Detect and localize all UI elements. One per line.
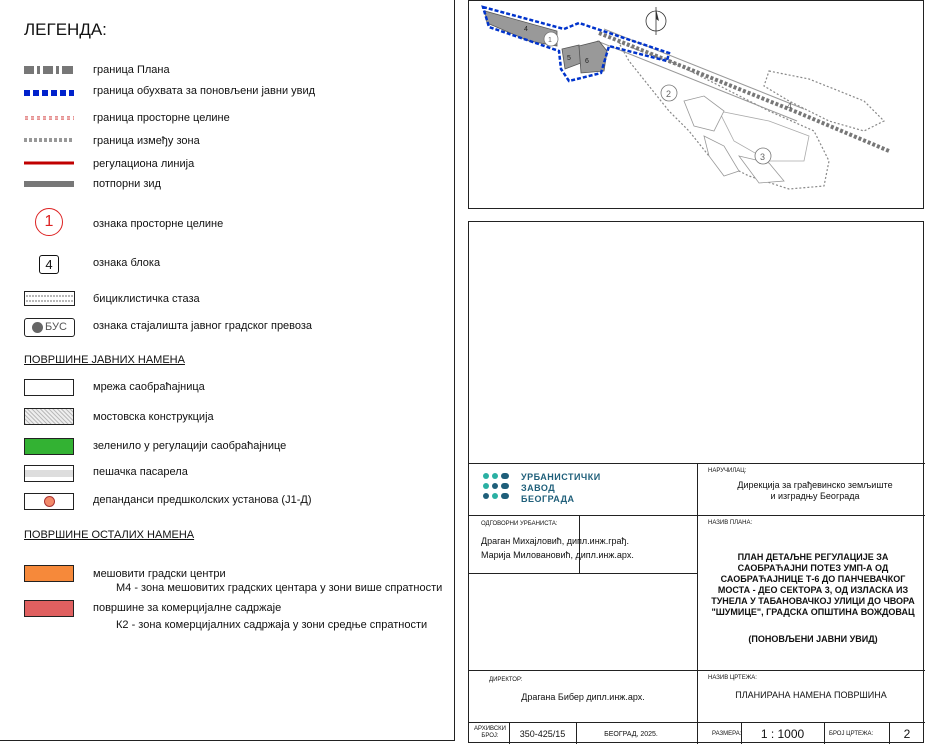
bus-dot-icon xyxy=(32,322,43,333)
scale-value: 1 : 1000 xyxy=(760,727,805,741)
minimap-label: 6 xyxy=(585,58,589,65)
minimap-drawing xyxy=(469,1,924,209)
minimap-label: 4 xyxy=(524,26,528,33)
legend-label: мостовска конструкција xyxy=(93,411,214,423)
plan-title: ПЛАН ДЕТАЉНЕ РЕГУЛАЦИЈЕ ЗА САОБРАЋАЈНИ ПОТЕЗ УМП-А ОД САОБРАЋАЈНИЦЕ Т-6 ДО ПАНЧЕВАЧКОГ МОСТА - ДЕО СЕКТОРА 3, ОД ИЗЛАСКА ИЗ ТУНЕЛА У ТАБАНОВАЧКОЈ УЛИЦИ ДО ЧВОРА "ШУМИЦЕ", ГРАДСКА ОПШТИНА ВОЖДОВАЦ xyxy=(711,552,915,617)
legend-label: потпорни зид xyxy=(93,178,161,190)
bus-stop-symbol xyxy=(24,318,75,337)
sheet-number: 2 xyxy=(903,727,911,741)
zone-marker-symbol: 1 xyxy=(35,208,63,236)
minimap-label: 2 xyxy=(666,89,672,99)
legend-sublabel: М4 - зона мешовитих градских центара у зони више спратности xyxy=(116,582,443,594)
legend-label: регулациона линија xyxy=(93,158,195,170)
legend-sublabel: К2 - зона комерцијалних садржаја у зони средње спратности xyxy=(116,619,428,631)
client-name: Дирекција за грађевинско земљиште и изградњу Београда xyxy=(737,480,893,501)
plan-label: НАЗИВ ПЛАНА: xyxy=(708,520,753,526)
scale-label: РАЗМЕРА: xyxy=(712,731,742,737)
legend-label: ознака просторне целине xyxy=(93,218,224,230)
director-name: Драгана Бибер дипл.инж.арх. xyxy=(521,692,645,702)
legend-label: граница обухвата за поновљени јавни увид xyxy=(93,85,316,97)
urbanists-label: ОДГОВОРНИ УРБАНИСТА: xyxy=(481,521,558,527)
legend-label: ознака блока xyxy=(93,257,161,269)
preschool-swatch xyxy=(24,493,74,510)
legend-title: ЛЕГЕНДА: xyxy=(24,20,107,39)
legend-label: ознака стајалишта јавног градског превоза xyxy=(93,320,313,332)
legend-label: мрежа саобраћајница xyxy=(93,381,205,393)
legend-label: граница између зона xyxy=(93,135,200,147)
legend-label: бициклистичка стаза xyxy=(93,293,200,305)
public-uses-heading: ПОВРШИНЕ ЈАВНИХ НАМЕНА xyxy=(24,354,185,366)
legend-label: мешовити градски центри xyxy=(93,568,226,580)
road-network-swatch xyxy=(24,379,74,396)
drawing-label: НАЗИВ ЦРТЕЖА: xyxy=(708,675,757,681)
bridge-swatch xyxy=(24,408,74,425)
director-label: ДИРЕКТОР: xyxy=(489,677,523,683)
legend-label: граница просторне целине xyxy=(93,112,230,124)
plan-note: (ПОНОВЉЕНИ ЈАВНИ УВИД) xyxy=(748,634,878,644)
archive-number: 350-425/15 xyxy=(519,729,566,739)
footbridge-swatch xyxy=(24,465,74,482)
legend-label: пешачка пасарела xyxy=(93,466,188,478)
bike-lane-symbol xyxy=(24,291,76,307)
bus-stop-text: БУС xyxy=(45,321,67,333)
minimap-label: 5 xyxy=(567,55,571,62)
minimap-label: 4 xyxy=(787,101,793,111)
issue-date: БЕОГРАД, 2025. xyxy=(604,731,658,738)
minimap-label: 3 xyxy=(760,152,766,162)
other-uses-heading: ПОВРШИНЕ ОСТАЛИХ НАМЕНА xyxy=(24,529,195,541)
minimap-label: 1 xyxy=(548,37,552,44)
urbanists-names: Драган Михајловић, дипл.инж.грађ. Марија Миловановић, дипл.инж.арх. xyxy=(481,536,634,560)
legend-label: површине за комерцијалне садржаје xyxy=(93,602,282,614)
plan-boundary-symbol xyxy=(24,66,73,74)
archive-label: АРХИВСКИ БРОЈ: xyxy=(474,726,506,739)
block-marker-symbol: 4 xyxy=(39,255,59,274)
drawing-name: ПЛАНИРАНА НАМЕНА ПОВРШИНА xyxy=(735,690,887,700)
sheet-label: БРОЈ ЦРТЕЖА: xyxy=(829,731,874,737)
line-symbols xyxy=(24,63,76,193)
greenery-swatch xyxy=(24,438,74,455)
north-arrow-icon xyxy=(646,7,666,35)
mixed-centers-swatch xyxy=(24,565,74,582)
client-label: НАРУЧИЛАЦ: xyxy=(708,468,747,474)
legend-label: зеленило у регулацији саобраћајнице xyxy=(93,440,287,452)
location-minimap xyxy=(468,0,924,209)
zavod-logo-icon xyxy=(483,473,517,503)
legend-label: депанданси предшколских установа (J1-Д) xyxy=(93,494,312,506)
legend-panel xyxy=(0,0,455,741)
zavod-logo-text: УРБАНИСТИЧКИ ЗАВОД БЕОГРАДА xyxy=(521,472,601,504)
title-block xyxy=(468,221,924,743)
legend-label: граница Плана xyxy=(93,64,170,76)
commercial-swatch xyxy=(24,600,74,617)
